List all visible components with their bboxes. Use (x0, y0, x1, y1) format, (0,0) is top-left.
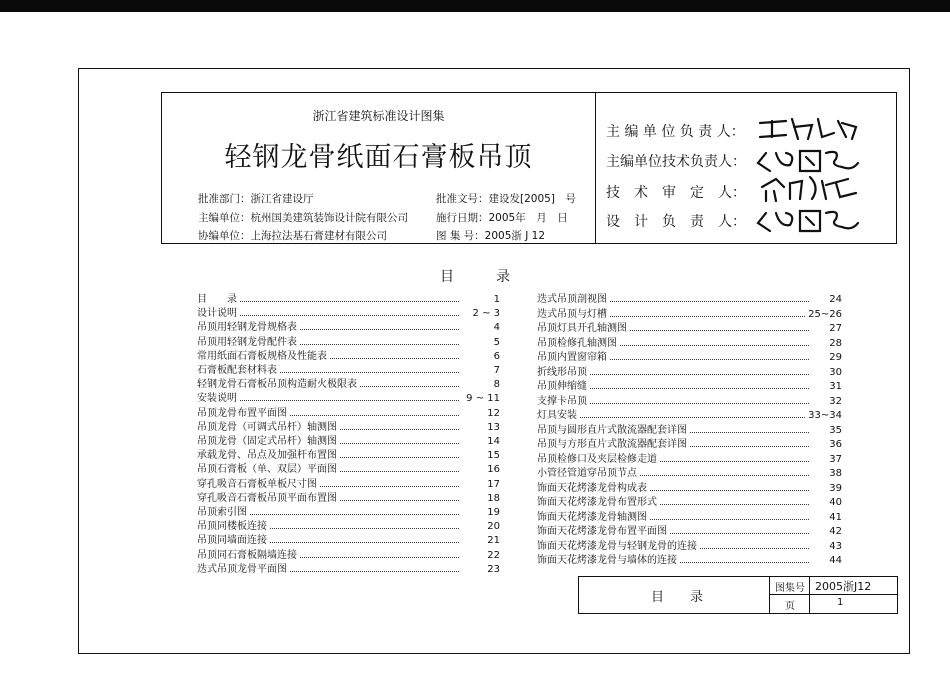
chief-unit: 主编单位：杭州国美建筑装饰设计院有限公司 (198, 212, 408, 224)
signature-2 (756, 145, 866, 175)
toc-entry (537, 438, 842, 451)
toc-entry-page: 33~34 (808, 410, 842, 421)
toc-entry-label: 折线形吊顶 (537, 366, 587, 378)
toc-entry-leader (610, 315, 805, 317)
title-block-page-value: 1 (837, 597, 844, 608)
toc-entry-page: 25~26 (808, 308, 842, 320)
toc-entry-label: 吊顶伸缩缝 (537, 381, 587, 392)
effective-date: 施行日期：2005年 月 日 (436, 212, 568, 224)
toc-entry (537, 366, 842, 379)
title-block-atlas-label: 图集号 (775, 583, 805, 594)
toc-entry-label: 轻钢龙骨石膏板吊顶构造耐火极限表 (197, 379, 357, 391)
toc-entry-label: 吊顶与圆形直片式散流器配套详图 (537, 424, 687, 436)
toc-entry-label: 吊顶石膏板（单、双层）平面图 (197, 464, 337, 476)
title-block-atlas-value: 2005浙J12 (815, 580, 872, 593)
toc-entry-label: 吊顶龙骨（可调式吊杆）轴测图 (197, 421, 337, 433)
toc-entry (537, 293, 842, 306)
toc-entry-page: 42 (829, 526, 842, 537)
toc-entry-leader (320, 485, 459, 487)
toc-entry (537, 540, 842, 553)
toc-entry-leader (240, 399, 459, 401)
toc-entry-label: 承载龙骨、吊点及加强杆布置图 (197, 450, 337, 462)
toc-entry-label: 饰面天花烤漆龙骨构成表 (537, 482, 647, 494)
toc-entry-page: 19 (487, 507, 500, 518)
title-block (578, 576, 898, 614)
toc-entry-page: 24 (829, 294, 842, 305)
toc-entry-leader (660, 503, 809, 505)
toc-entry-leader (240, 314, 459, 316)
toc-entry-leader (340, 428, 459, 430)
toc-entry-leader (270, 541, 459, 543)
toc-entry (537, 351, 842, 364)
toc-entry-label: 饰面天花烤漆龙骨轴测图 (537, 511, 647, 523)
toc-entry-page: 13 (487, 421, 500, 433)
toc-entry (537, 496, 842, 509)
toc-entry (197, 534, 500, 547)
toc-entry-leader (580, 416, 805, 418)
toc-entry-leader (340, 456, 459, 458)
title-block-page-label: 页 (785, 601, 795, 612)
toc-entry (197, 321, 500, 334)
toc-entry-label: 吊顶同楼板连接 (197, 521, 267, 533)
toc-entry (537, 337, 842, 350)
toc-entry-leader (690, 445, 809, 447)
toc-entry-page: 41 (829, 511, 842, 523)
toc-entry-page: 37 (829, 453, 842, 465)
role-technical-reviewer: 技 术 审 定 人： (606, 185, 746, 201)
toc-entry-label: 饰面天花烤漆龙骨布置形式 (537, 497, 657, 508)
toc-entry-leader (270, 527, 459, 529)
toc-entry-page: 38 (829, 468, 842, 479)
co-unit: 协编单位：上海拉法基石膏建材有限公司 (198, 230, 387, 242)
toc-entry-page: 21 (487, 535, 500, 547)
role-design-head: 设 计 负 责 人： (606, 214, 746, 230)
toc-entry-label: 吊顶灯具开孔轴测图 (537, 323, 627, 334)
toc-entry-page: 5 (493, 336, 500, 348)
toc-entry-label: 目 录 (197, 294, 237, 305)
atlas-number: 图 集 号：2005浙 J 12 (436, 230, 546, 242)
toc-entry-label: 穿孔吸音石膏板吊顶平面布置图 (197, 492, 337, 504)
toc-entry-page: 22 (487, 549, 500, 561)
toc-entry (197, 407, 500, 420)
toc-entry-label: 吊顶用轻钢龙骨配件表 (197, 336, 297, 348)
toc-entry (537, 322, 842, 335)
toc-entry (197, 549, 500, 562)
toc-entry (197, 350, 500, 363)
toc-entry (197, 364, 500, 377)
toc-entry-leader (340, 470, 459, 472)
toc-entry-leader (590, 387, 809, 389)
toc-entry-page: 28 (829, 337, 842, 349)
toc-entry-leader (330, 357, 459, 359)
toc-entry-leader (300, 328, 459, 330)
toc-entry (197, 478, 500, 491)
toc-entry (197, 506, 500, 519)
toc-entry-leader (690, 431, 809, 433)
toc-entry-label: 安装说明 (197, 393, 237, 405)
role-chief-unit-head: 主 编 单 位 负 责 人： (606, 124, 745, 140)
toc-entry (537, 482, 842, 495)
signature-4 (756, 205, 866, 235)
toc-entry-label: 常用纸面石膏板规格及性能表 (197, 350, 327, 362)
toc-entry (197, 492, 500, 505)
toc-entry-label: 小管径管道穿吊顶节点 (537, 468, 637, 479)
toc-entry (537, 554, 842, 567)
toc-entry-label: 吊顶同墙面连接 (197, 535, 267, 547)
toc-entry-page: 32 (829, 395, 842, 407)
toc-entry-page: 8 (493, 379, 500, 391)
toc-entry-page: 17 (487, 478, 500, 490)
toc-entry-page: 14 (487, 436, 500, 447)
toc-entry-leader (280, 371, 459, 373)
toc-entry-page: 44 (829, 555, 842, 566)
approval-doc: 批准文号：建设发[2005] 号 (436, 193, 576, 205)
toc-entry (537, 467, 842, 480)
toc-entry-leader (250, 513, 459, 515)
toc-entry-leader (240, 300, 459, 302)
toc-entry (197, 520, 500, 533)
toc-entry-leader (340, 499, 459, 501)
toc-entry-label: 迭式吊顶龙骨平面图 (197, 563, 287, 575)
toc-entry-label: 饰面天花烤漆龙骨布置平面图 (537, 526, 667, 537)
role-technical-head: 主编单位技术负责人： (606, 154, 746, 170)
title-block-row-divider (769, 594, 897, 595)
toc-entry (537, 525, 842, 538)
toc-entry-page: 18 (487, 492, 500, 504)
signature-1 (756, 113, 866, 143)
toc-entry-page: 15 (487, 450, 500, 462)
toc-entry-page: 9 ~ 11 (466, 393, 500, 405)
toc-entry-label: 吊顶龙骨（固定式吊杆）轴测图 (197, 436, 337, 447)
toc-entry (197, 293, 500, 306)
toc-entry-label: 迭式吊顶与灯槽 (537, 308, 607, 320)
toc-entry-page: 7 (493, 365, 500, 376)
toc-entry-leader (610, 300, 809, 302)
toc-entry-leader (620, 344, 809, 346)
toc-entry-page: 43 (829, 540, 842, 552)
toc-entry-page: 35 (829, 424, 842, 436)
toc-entry (197, 563, 500, 576)
toc-entry-leader (340, 442, 459, 444)
toc-entry-leader (360, 385, 459, 387)
toc-entry-label: 灯具安装 (537, 410, 577, 421)
toc-entry-label: 吊顶检修口及夹层检修走道 (537, 453, 657, 465)
toc-entry (537, 308, 842, 321)
toc-entry-leader (650, 518, 809, 520)
toc-entry-label: 设计说明 (197, 308, 237, 320)
toc-entry (537, 453, 842, 466)
signature-3 (756, 173, 866, 203)
toc-entry-label: 支撑卡吊顶 (537, 395, 587, 407)
title-block-name: 目 录 (651, 590, 704, 605)
toc-entry-label: 饰面天花烤漆龙骨与墙体的连接 (537, 555, 677, 566)
toc-entry-label: 饰面天花烤漆龙骨与轻钢龙骨的连接 (537, 540, 697, 552)
toc-entry-label: 吊顶与方形直片式散流器配套详图 (537, 439, 687, 450)
toc-entry-page: 30 (829, 366, 842, 378)
toc-entry-leader (300, 556, 459, 558)
toc-entry-page: 23 (487, 563, 500, 575)
toc-entry-leader (680, 561, 809, 563)
scan-edge (0, 0, 950, 12)
toc-entry-page: 40 (829, 497, 842, 508)
toc-entry-leader (290, 570, 459, 572)
toc-entry-page: 4 (493, 322, 500, 334)
toc-entry (197, 336, 500, 349)
toc-entry-leader (590, 373, 809, 375)
toc-entry (537, 511, 842, 524)
toc-entry-label: 石膏板配套材料表 (197, 365, 277, 376)
toc-entry-label: 吊顶用轻钢龙骨规格表 (197, 322, 297, 334)
cover-header (161, 92, 897, 244)
toc-entry-page: 27 (829, 323, 842, 334)
toc-entry-leader (700, 547, 809, 549)
toc-entry-leader (650, 489, 809, 491)
toc-entry-leader (640, 474, 809, 476)
toc-entry-leader (670, 532, 809, 534)
toc-entry (197, 449, 500, 462)
toc-entry-page: 29 (829, 352, 842, 363)
toc-entry (197, 307, 500, 320)
toc-entry-label: 吊顶索引图 (197, 507, 247, 518)
toc-entry-leader (630, 329, 809, 331)
toc-entry-page: 1 (493, 294, 500, 305)
toc-entry-leader (610, 358, 809, 360)
toc-entry-label: 吊顶同石膏板隔墙连接 (197, 549, 297, 561)
atlas-series: 浙江省建筑标准设计图集 (312, 109, 445, 123)
toc-entry-label: 迭式吊顶剖视图 (537, 294, 607, 305)
toc-entry-leader (590, 402, 809, 404)
toc-entry (537, 424, 842, 437)
toc-entry-leader (290, 414, 459, 416)
toc-entry-label: 穿孔吸音石膏板单板尺寸图 (197, 478, 317, 490)
header-divider (595, 93, 596, 243)
approval-dept: 批准部门：浙江省建设厅 (198, 193, 314, 205)
toc-entry-page: 20 (487, 521, 500, 533)
toc-entry (197, 463, 500, 476)
toc-entry-page: 36 (829, 439, 842, 450)
toc-entry (537, 395, 842, 408)
toc-entry-page: 2 ~ 3 (472, 308, 500, 320)
toc-entry-page: 16 (487, 464, 500, 476)
toc-heading: 目 录 (440, 269, 510, 285)
toc-entry (197, 378, 500, 391)
toc-entry (197, 392, 500, 405)
toc-entry-page: 12 (487, 407, 500, 419)
toc-entry (537, 409, 842, 422)
toc-entry-page: 6 (493, 350, 500, 362)
toc-entry-page: 39 (829, 482, 842, 494)
toc-entry-page: 31 (829, 381, 842, 392)
toc-entry-label: 吊顶龙骨布置平面图 (197, 407, 287, 419)
toc-entry-label: 吊顶检修孔轴测图 (537, 337, 617, 349)
toc-entry-leader (660, 460, 809, 462)
toc-entry (197, 421, 500, 434)
toc-entry (197, 435, 500, 448)
toc-entry-leader (300, 343, 459, 345)
toc-entry-label: 吊顶内置窗帘箱 (537, 352, 607, 363)
atlas-title: 轻钢龙骨纸面石膏板吊顶 (224, 142, 533, 173)
toc-entry (537, 380, 842, 393)
